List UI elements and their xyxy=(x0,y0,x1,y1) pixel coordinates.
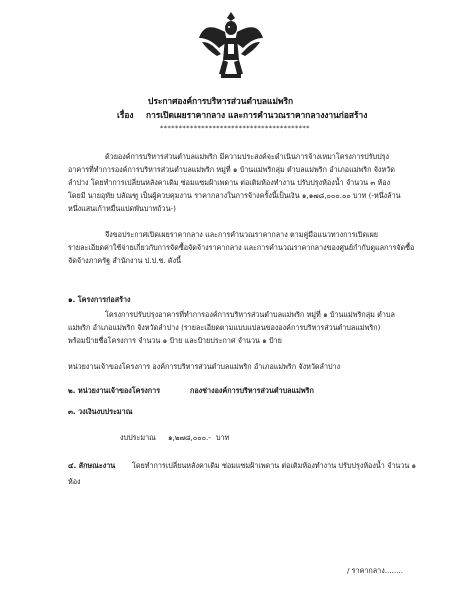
intro-line: อาคารที่ทำการองค์การบริหารส่วนตำบลแม่พริก หมู่ที่ ๑ บ้านแม่พริกลุ่ม ตำบลแม่พริก อำเภอแม่พริก จังหวัด xyxy=(68,165,395,174)
intro-line: โดยมี นายอุทัย บลัณฑู เป็นผู้ควบคุมงาน ราคากลางในการจ้างครั้งนี้เป็นเงิน ๑,๑๗๘,๐๐๐.๐๐ บาท (-หนึ่งล้าน xyxy=(68,191,401,200)
section1-line: โครงการปรับปรุงอาคารที่ทำการองค์การบริหารส่วนตำบลแม่พริก หมู่ที่ ๑ บ้านแม่พริกลุ่ม ตำบล xyxy=(105,310,395,319)
section2-title: ๒. หน่วยงานเจ้าของโครงการ xyxy=(68,386,161,395)
title-divider: **************************************** xyxy=(160,124,310,132)
intro-line: หนึ่งแสนเก้าหมื่นแปดพันบาทถ้วน-) xyxy=(68,204,176,213)
intro-line: ลำปาง โดยทำการเปลี่ยนหลังคาเดิม ซ่อมแซมฝ้าเพดาน ต่อเติมห้องทำงาน ปรับปรุงห้องน้ำ จำนวน ๓ ห้อง xyxy=(68,178,391,187)
document-subject: การเปิดเผยราคากลาง และการคำนวณราคากลางงานก่อสร้าง xyxy=(146,110,368,120)
section4-title: ๔. ลักษณะงาน xyxy=(68,461,116,470)
section4-line: โดยทำการเปลี่ยนหลังคาเดิม ซ่อมแซมฝ้าเพดาน ต่อเติมห้องทำงาน ปรับปรุงห้องน้ำ จำนวน ๑ xyxy=(132,461,417,470)
section3-title: ๓. วงเงินงบประมาณ xyxy=(68,407,133,416)
subject-label: เรื่อง xyxy=(117,110,134,120)
budget-value: ๑,๒๗๘,๐๐๐.- xyxy=(168,433,211,442)
announce-line: จัดจ้างภาครัฐ สำนักงาน ป.ป.ช. ดังนี้ xyxy=(68,256,181,265)
intro-line: ด้วยองค์การบริหารส่วนตำบลแม่พริก มีความประสงค์จะดำเนินการจ้างเหมาโครงการปรับปรุง xyxy=(105,152,390,161)
garuda-emblem-icon xyxy=(197,8,265,84)
announce-line: จึงขอประกาศเปิดเผยราคากลาง และการคำนวณราคากลาง ตามคู่มือแนวทางการเปิดเผย xyxy=(105,230,378,239)
section1-line: แม่พริก อำเภอแม่พริก จังหวัดลำปาง (รายละเอียดตามแบบแปลนขององค์การบริหารส่วนตำบลแม่พริก) xyxy=(68,323,381,332)
section1-title: ๑. โครงการก่อสร้าง xyxy=(68,295,131,304)
section1-line: พร้อมป้ายชื่อโครงการ จำนวน ๑ ป้าย และป้ายประกาศ จำนวน ๑ ป้าย xyxy=(68,336,282,345)
section4-line: ห้อง xyxy=(68,477,81,486)
continuation-marker: / ราคากลาง........ xyxy=(346,566,403,575)
budget-label: งบประมาณ xyxy=(120,433,156,442)
announce-line: รายละเอียดค่าใช้จ่ายเกี่ยวกับการจัดซื้อจัดจ้างราคากลาง และการคำนวณราคากลางของศูนย์กำกับดูแลการจัดซื้อ xyxy=(68,243,415,252)
document-title: ประกาศองค์การบริหารส่วนตำบลแม่พริก xyxy=(148,96,294,106)
section1-agency: หน่วยงานเจ้าของโครงการ องค์การบริหารส่วนตำบลแม่พริก อำเภอแม่พริก จังหวัดลำปาง xyxy=(68,362,341,371)
section2-value: กองช่างองค์การบริหารส่วนตำบลแม่พริก xyxy=(190,386,314,395)
budget-unit: บาท xyxy=(216,433,230,442)
